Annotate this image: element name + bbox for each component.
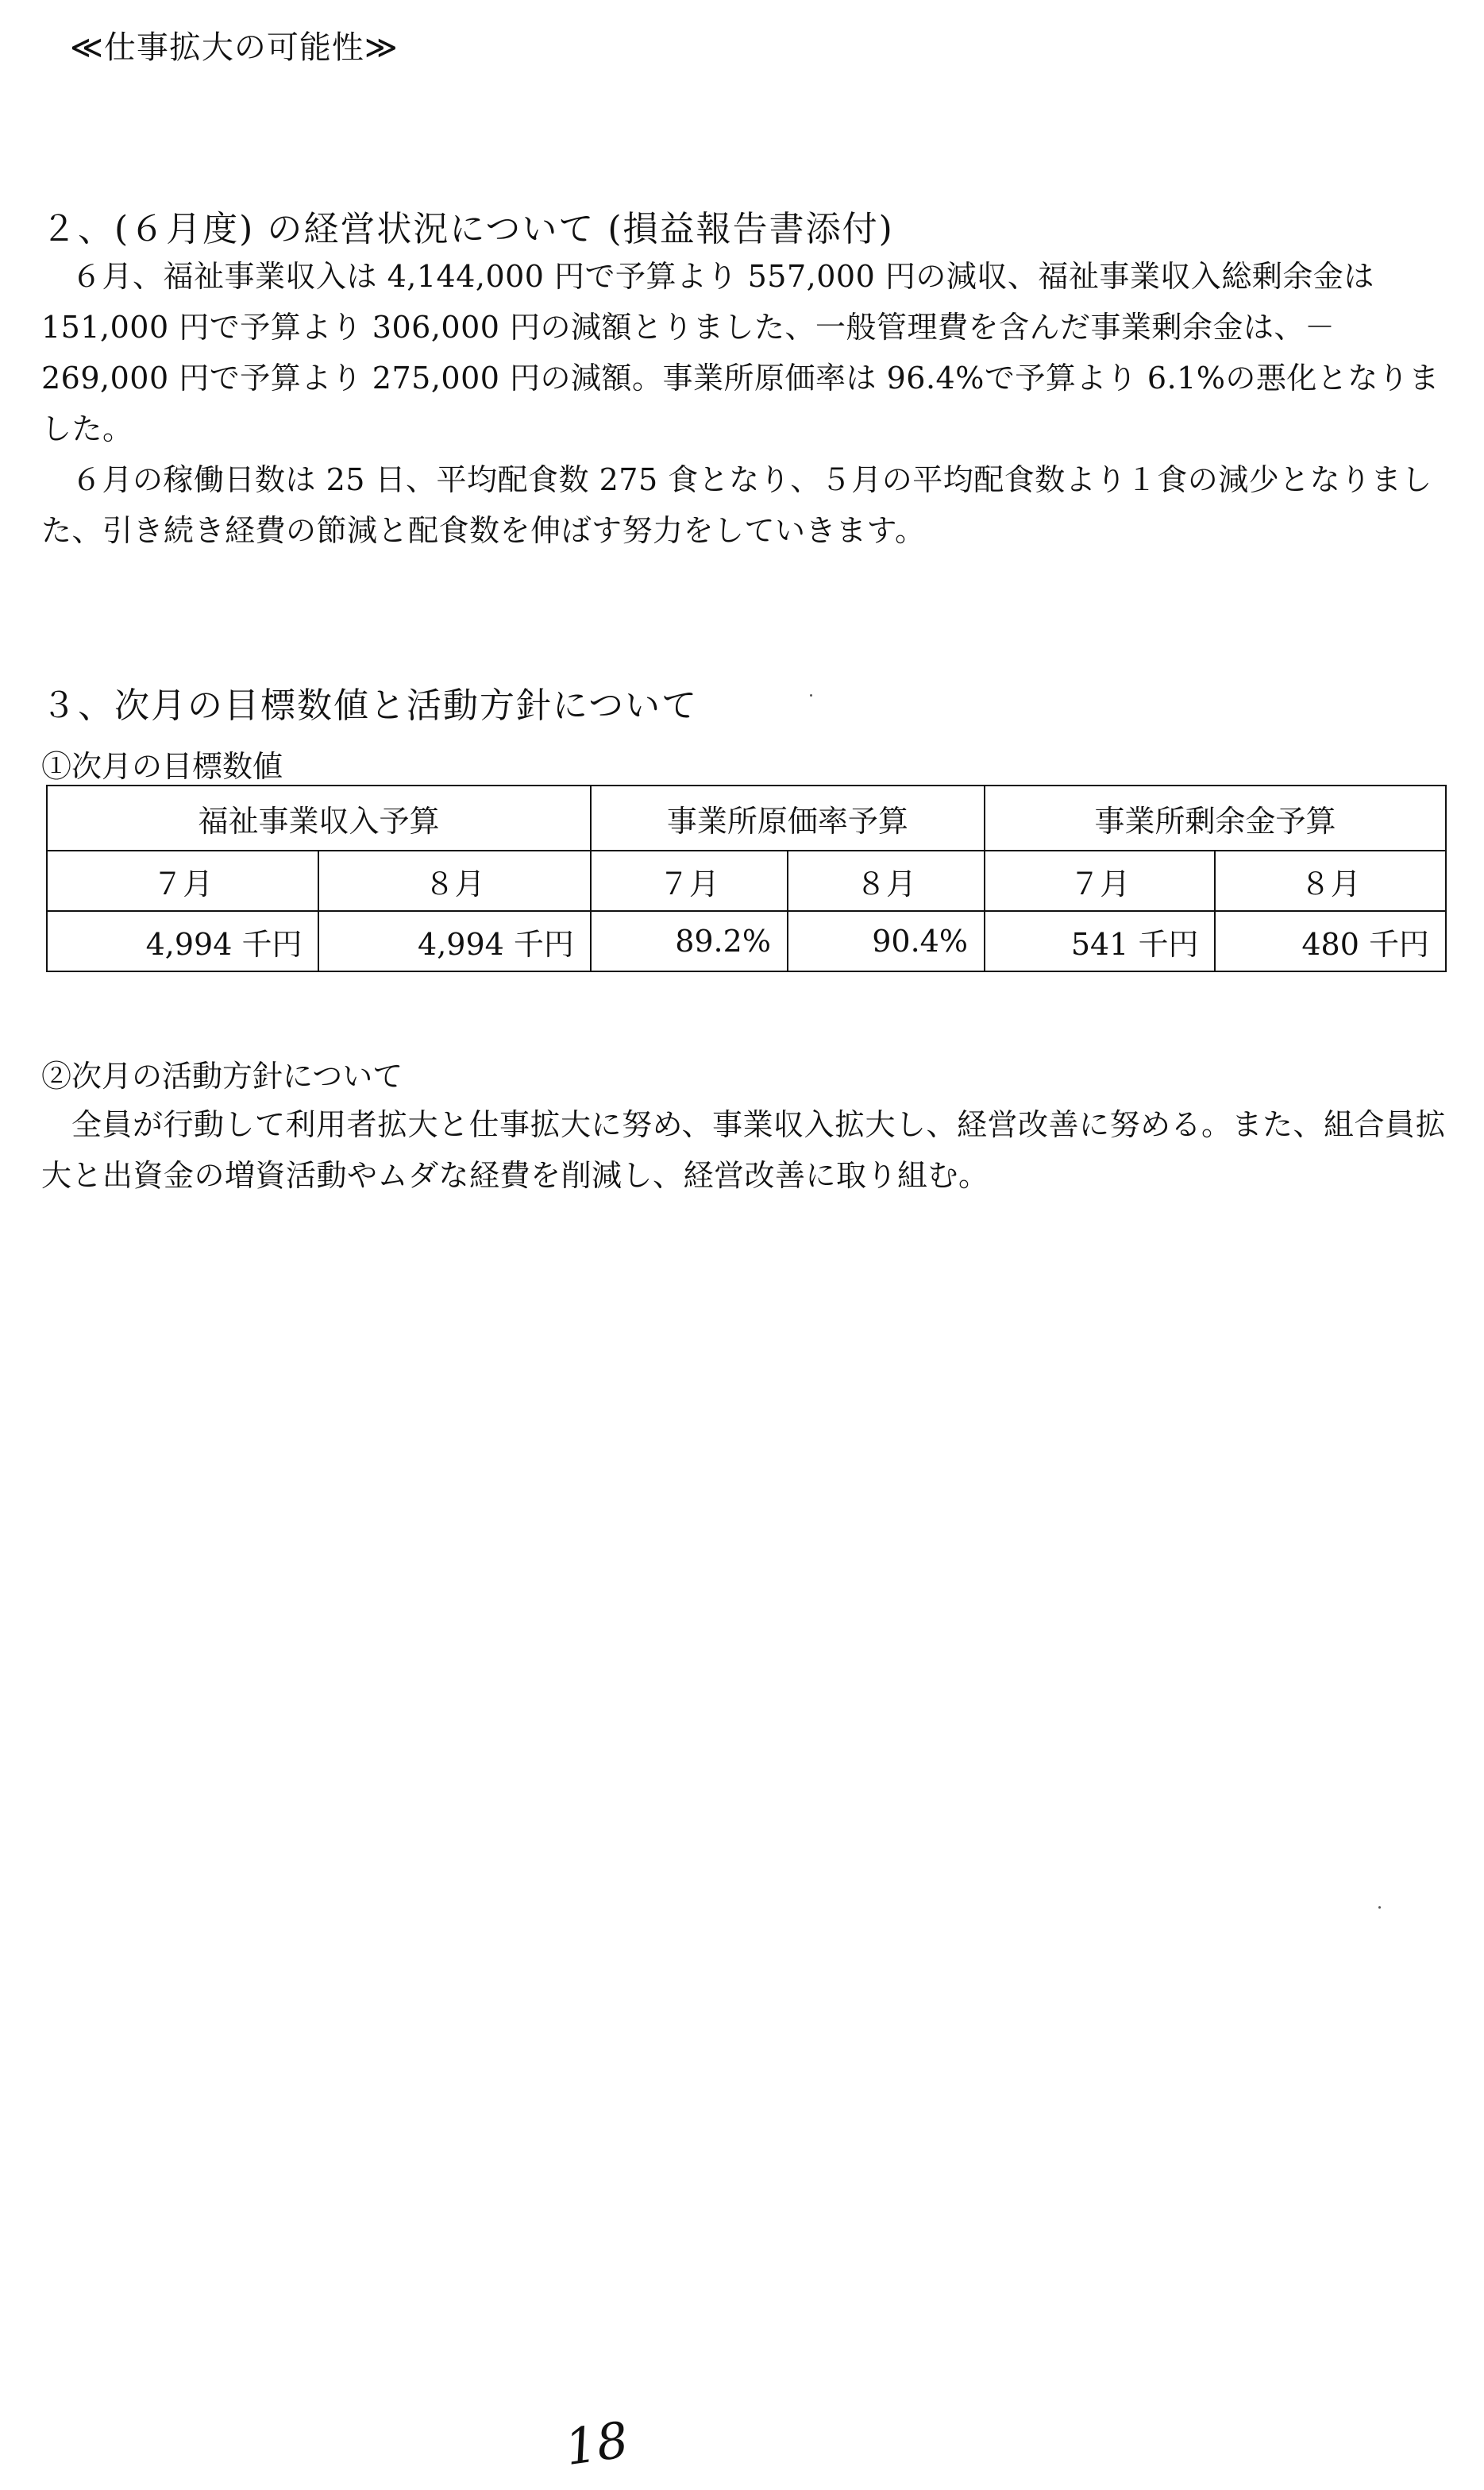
month-cell: ７月 [47, 851, 318, 911]
section2-paragraph: ６月の稼働日数は 25 日、平均配食数 275 食となり、５月の平均配食数より１食の減少となりました、引き続き経費の節減と配食数を伸ばす努力をしていきます。 [41, 462, 1432, 548]
month-cell: ８月 [318, 851, 590, 911]
policy-body [41, 1099, 1447, 1201]
section2-title: ２、(６月度) の経営状況について (損益報告書添付) [41, 209, 894, 249]
value-cell: 89.2% [591, 911, 788, 971]
month-cell: ８月 [788, 851, 985, 911]
section2-body [41, 251, 1447, 556]
value-cell: 90.4% [788, 911, 985, 971]
section3-title: ３、次月の目標数値と活動方針について [41, 685, 699, 726]
targets-table [46, 785, 1447, 972]
month-cell: ７月 [985, 851, 1215, 911]
table-value-row [47, 911, 1446, 971]
top-heading: ≪仕事拡大の可能性≫ [70, 29, 399, 66]
scan-speck [810, 694, 812, 697]
table-header-row [47, 786, 1446, 851]
section2-paragraph: ６月、福祉事業収入は 4,144,000 円で予算より 557,000 円の減収、福祉事業収入総剰余金は 151,000 円で予算より 306,000 円の減額とりました、一般管理費を含んだ事業剰余金は、－269,000 円で予算より 275,000 円の減額。事業所原価率は 96.4%で予算より 6.1%の悪化となりました。 [41, 259, 1440, 446]
group-header: 事業所剰余金予算 [985, 786, 1446, 851]
policy-subtitle: ②次月の活動方針について [41, 1059, 403, 1094]
scan-speck [1378, 1906, 1381, 1909]
value-cell: 4,994 千円 [47, 911, 318, 971]
month-cell: ７月 [591, 851, 788, 911]
month-cell: ８月 [1215, 851, 1446, 911]
value-cell: 541 千円 [985, 911, 1215, 971]
policy-paragraph: 全員が行動して利用者拡大と仕事拡大に努め、事業収入拡大し、経営改善に努める。また、組合員拡大と出資金の増資活動やムダな経費を削減し、経営改善に取り組む。 [41, 1107, 1446, 1193]
value-cell: 480 千円 [1215, 911, 1446, 971]
value-cell: 4,994 千円 [318, 911, 590, 971]
table-month-row [47, 851, 1446, 911]
targets-subtitle: ①次月の目標数値 [41, 749, 283, 784]
page-number: 18 [561, 2410, 632, 2477]
group-header: 事業所原価率予算 [591, 786, 985, 851]
group-header: 福祉事業収入予算 [47, 786, 591, 851]
